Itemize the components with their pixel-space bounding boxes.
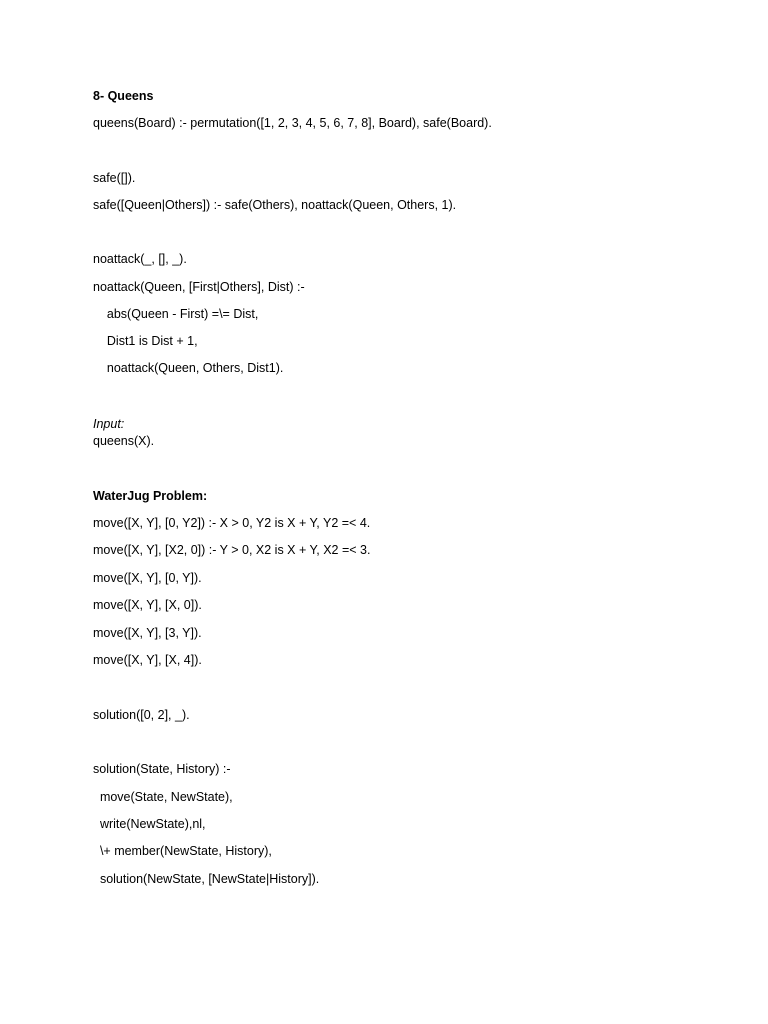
code-line: solution(State, History) :- [93,762,231,776]
input-label: Input: [93,417,125,431]
code-line: solution([0, 2], _). [93,708,190,722]
code-line: move([X, Y], [X, 0]). [93,598,202,612]
code-line: write(NewState),nl, [93,817,206,831]
code-line: noattack(Queen, [First|Others], Dist) :- [93,280,305,294]
code-line: move(State, NewState), [93,790,233,804]
input-query: queens(X). [93,434,155,448]
waterjug-heading: WaterJug Problem: [93,489,208,503]
code-line: safe([]). [93,171,136,185]
code-line: solution(NewState, [NewState|History]). [93,872,320,886]
code-line: move([X, Y], [X, 4]). [93,653,202,667]
code-line: abs(Queen - First) =\= Dist, [93,307,259,321]
code-line: \+ member(NewState, History), [93,844,272,858]
queens-heading: 8- Queens [93,89,154,103]
code-line: move([X, Y], [X2, 0]) :- Y > 0, X2 is X + Y, X2 =< 3. [93,543,371,557]
code-line: move([X, Y], [3, Y]). [93,626,202,640]
code-line: noattack(_, [], _). [93,252,187,266]
code-line: queens(Board) :- permutation([1, 2, 3, 4, 5, 6, 7, 8], Board), safe(Board). [93,116,492,130]
code-line: move([X, Y], [0, Y]). [93,571,202,585]
code-line: safe([Queen|Others]) :- safe(Others), noattack(Queen, Others, 1). [93,198,457,212]
code-line: noattack(Queen, Others, Dist1). [93,361,284,375]
code-line: Dist1 is Dist + 1, [93,334,198,348]
code-line: move([X, Y], [0, Y2]) :- X > 0, Y2 is X + Y, Y2 =< 4. [93,516,371,530]
